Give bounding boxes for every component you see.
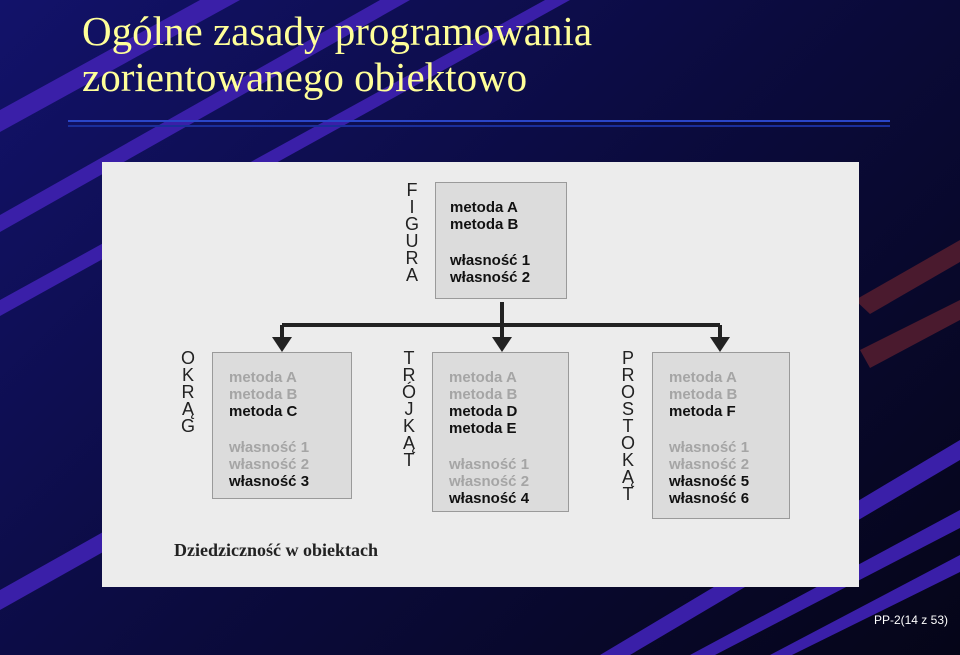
label-letter: G <box>404 214 419 234</box>
label-letter: R <box>402 365 416 385</box>
inherited-property-1: własność 1 <box>669 439 750 456</box>
title-line-2: zorientowanego obiektowo <box>82 54 528 100</box>
label-letter: K <box>621 450 634 470</box>
property-2: własność 2 <box>450 269 531 286</box>
label-letter: T <box>622 416 634 436</box>
own-property-3: własność 3 <box>229 473 310 490</box>
label-letter: Ą <box>402 433 415 453</box>
label-letter: T <box>403 348 415 368</box>
page-number: PP-2(14 z 53) <box>873 613 948 627</box>
class-box-okrag <box>212 352 352 499</box>
inherited-property-1: własność 1 <box>449 456 530 473</box>
own-method-e: metoda E <box>449 420 517 437</box>
label-letter: G <box>180 416 195 436</box>
label-letter: R <box>181 382 195 402</box>
class-label-figura <box>400 182 424 284</box>
title-underline-secondary <box>68 125 890 127</box>
inherited-method-a: metoda A <box>669 369 737 386</box>
label-letter: U <box>405 231 419 251</box>
label-letter: S <box>621 399 634 419</box>
class-label-trojkat <box>397 350 421 469</box>
arrow-head-prostokat <box>710 337 730 352</box>
label-letter: R <box>405 248 419 268</box>
class-box-figura <box>435 182 567 299</box>
property-1: własność 1 <box>450 252 531 269</box>
inherited-method-a: metoda A <box>229 369 297 386</box>
inherited-property-2: własność 2 <box>449 473 530 490</box>
arrow-head-okrag <box>272 337 292 352</box>
label-letter: Ó <box>401 382 416 402</box>
own-method-c: metoda C <box>229 403 298 420</box>
slide-title <box>82 8 592 100</box>
class-box-prostokat <box>652 352 790 519</box>
diagram-caption: Dziedziczność w obiektach <box>174 540 378 560</box>
label-letter: I <box>409 197 415 217</box>
label-letter: K <box>402 416 415 436</box>
own-property-6: własność 6 <box>669 490 750 507</box>
class-box-trojkat <box>432 352 569 512</box>
label-letter: T <box>403 450 415 470</box>
title-line-1: Ogólne zasady programowania <box>82 8 593 54</box>
inherited-property-2: własność 2 <box>669 456 750 473</box>
inherited-method-a: metoda A <box>449 369 517 386</box>
title-underline <box>68 120 890 122</box>
label-letter: A <box>405 265 418 285</box>
inherited-method-b: metoda B <box>229 386 298 403</box>
method-a: metoda A <box>450 199 518 216</box>
own-property-5: własność 5 <box>669 473 750 490</box>
own-method-f: metoda F <box>669 403 736 420</box>
label-letter: F <box>406 180 418 200</box>
inherited-property-1: własność 1 <box>229 439 310 456</box>
inherited-method-b: metoda B <box>669 386 738 403</box>
label-letter: T <box>622 484 634 504</box>
label-letter: O <box>620 433 635 453</box>
class-label-prostokat <box>616 350 640 503</box>
class-label-okrag <box>176 350 200 435</box>
label-letter: Ą <box>181 399 194 419</box>
label-letter: O <box>180 348 195 368</box>
diagram-panel <box>102 162 859 587</box>
arrow-head-trojkat <box>492 337 512 352</box>
label-letter: O <box>620 382 635 402</box>
label-letter: Ą <box>621 467 634 487</box>
inherited-method-b: metoda B <box>449 386 518 403</box>
method-b: metoda B <box>450 216 519 233</box>
label-letter: K <box>181 365 194 385</box>
inherited-property-2: własność 2 <box>229 456 310 473</box>
own-property-4: własność 4 <box>449 490 530 507</box>
label-letter: P <box>621 348 634 368</box>
label-letter: J <box>404 399 414 419</box>
own-method-d: metoda D <box>449 403 518 420</box>
label-letter: R <box>621 365 635 385</box>
